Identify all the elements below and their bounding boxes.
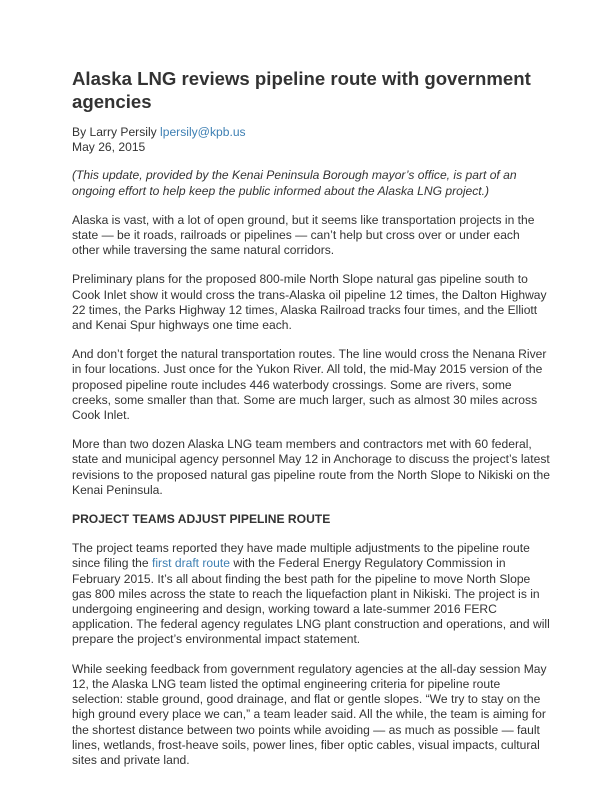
- paragraph-5-start: The project teams reported they have made multiple adjustments to the pipeline route since filing the: [72, 541, 530, 571]
- article: [72, 68, 550, 782]
- author-email-link[interactable]: lpersily@kpb.us: [160, 125, 246, 139]
- publish-date: May 26, 2015: [72, 140, 146, 155]
- section-heading: PROJECT TEAMS ADJUST PIPELINE ROUTE: [72, 512, 331, 527]
- paragraph-2: Preliminary plans for the proposed 800-mile North Slope natural gas pipeline south to Cook Inlet show it would cross the trans-Alaska oil pipeline 12 times, the Dalton Highway 22 times, the Parks Highway 12 times, Alaska Railroad tracks four times, and the Elliott and Kenai Spur highways one time each.: [72, 272, 547, 333]
- paragraph-1: Alaska is vast, with a lot of open ground, but it seems like transportation projects in the state — be it roads, railroads or pipelines — can’t help but cross over or under each other while traversing the same natural corridors.: [72, 212, 535, 258]
- paragraph-5-end: with the Federal Energy Regulatory Commission in February 2015. It’s all about finding the best path for the pipeline to move North Slope gas 800 miles across the state to reach the liquefaction plant in Nikiski. The project is in undergoing engineering and design, working toward a late-summer 2016 FERC application. The federal agency regulates LNG plant construction and operations, and will prepare the project’s environmental impact statement.: [72, 556, 550, 647]
- byline-prefix: By Larry Persily: [72, 125, 161, 139]
- paragraph-5: [72, 541, 550, 647]
- first-draft-route-link[interactable]: first draft route: [152, 556, 230, 571]
- paragraph-3: And don’t forget the natural transportation routes. The line would cross the Nenana River in four locations. Just once for the Yukon River. All told, the mid-May 2015 version of the proposed pipeline route includes 446 waterbody crossings. Some are rivers, some creeks, some smaller than that. Some are much larger, such as almost 30 miles across Cook Inlet.: [72, 347, 547, 423]
- intro-note: (This update, provided by the Kenai Peninsula Borough mayor’s office, is part of an ongoing effort to help keep the public informed about the Alaska LNG project.): [72, 168, 517, 198]
- paragraph-6: While seeking feedback from government regulatory agencies at the all-day session May 12, the Alaska LNG team listed the optimal engineering criteria for pipeline route selection: stable ground, good drainage, and flat or gentle slopes. “We try to stay on the high ground every place we can,” a team leader said. All the while, the team is aiming for the shortest distance between two points while avoiding — as much as possible — fault lines, wetlands, frost-heave soils, power lines, fiber optic cables, visual impacts, cultural sites and private land.: [72, 661, 547, 767]
- article-title: Alaska LNG reviews pipeline route with government agencies: [72, 68, 531, 112]
- byline: [72, 125, 550, 140]
- paragraph-4: More than two dozen Alaska LNG team members and contractors met with 60 federal, state and municipal agency personnel May 12 in Anchorage to discuss the project’s latest revisions to the proposed natural gas pipeline route from the North Slope to Nikiski on the Kenai Peninsula.: [72, 437, 550, 497]
